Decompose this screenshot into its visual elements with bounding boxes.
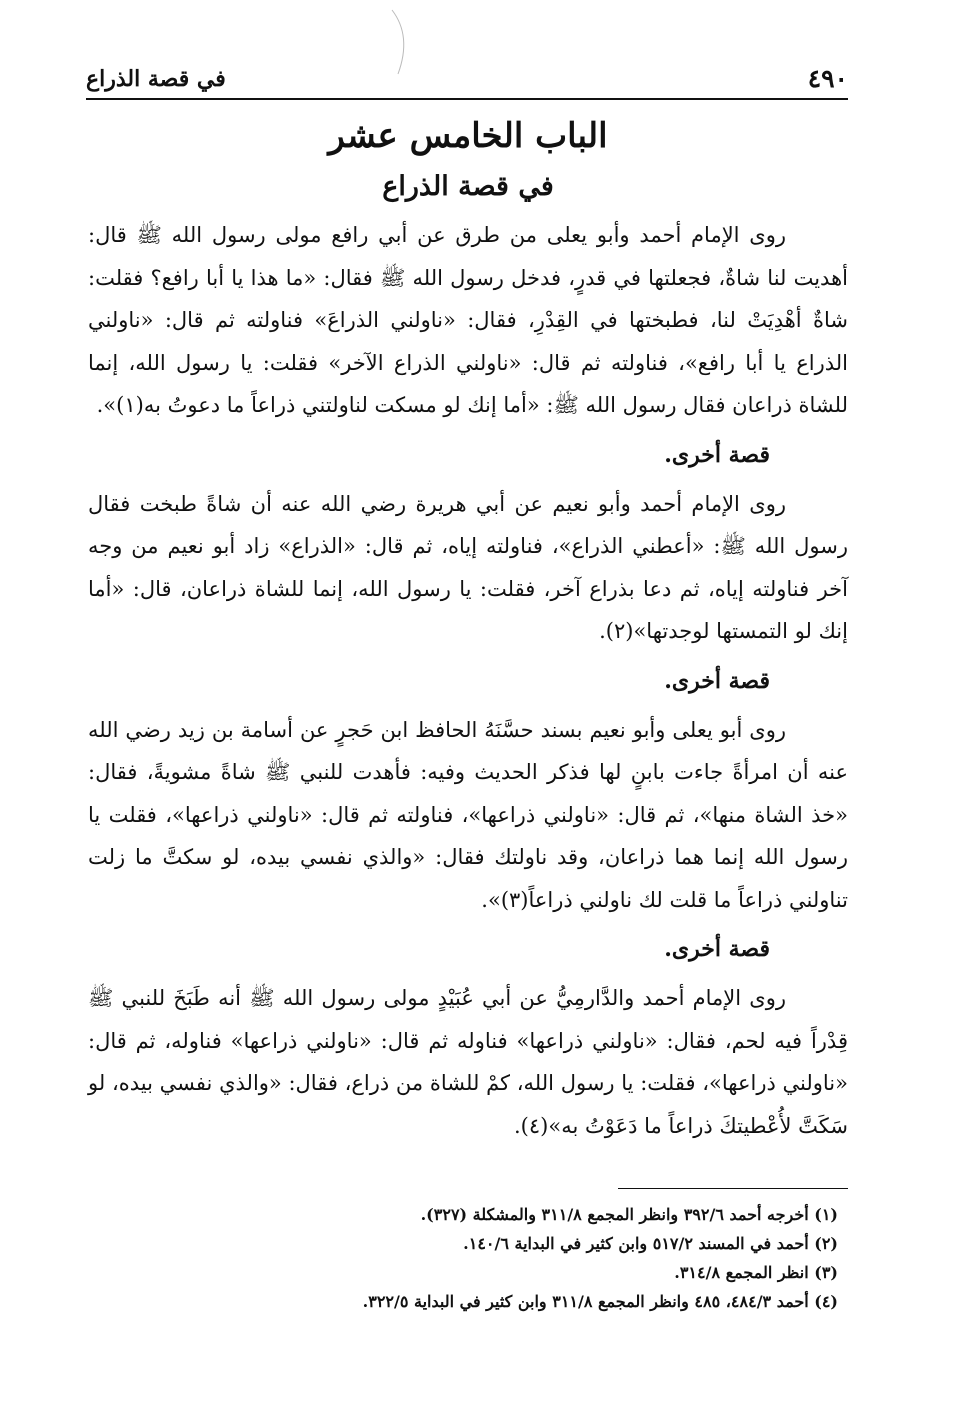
footnote-separator [618, 1188, 848, 1189]
body-paragraph: روى الإمام أحمد والدَّارمِيُّ عن أبي عُبَيْدٍ مولى رسول الله ﷺ أنه طَبَخَ للنبي ﷺ قِدْراً فيه لحم، فقال: «ناولني ذراعها» فناوله ثم قال: «ناولني ذراعها» فناوله، ثم قال: «ناولني ذراعها»، فقلت: يا رسول الله، كمْ للشاة من ذراع، فقال: «والذي نفسي بيده، لو سَكَتَّ لأُعْطيتكَ ذراعاً ما دَعَوْتُ به»(٤). [88, 986, 848, 1138]
footnote: (٤) أحمد ٤٨٤/٣، ٤٨٥ وانظر المجمع ٣١١/٨ وابن كثير في البداية ٣٢٢/٥. [362, 1292, 838, 1311]
chapter-title: الباب الخامس عشر [328, 116, 608, 156]
body-paragraph: روى أبو يعلى وأبو نعيم بسند حسَّنَهُ الحافظ ابن حَجرٍ عن أسامة بن زيد رضي الله عنه أن امرأةً جاءت بابنٍ لها فذكر الحديث وفيه: فأهدت للنبي ﷺ شاةً مشويةً، فقال: «خذ الشاة منها»، ثم قال: «ناولني ذراعها»، فناولته ثم قال: «ناولني ذراعها»، فقلت يا رسول الله إنما هما ذراعان، وقد ناولتك فقال: «والذي نفسي بيده، لو سكتَّ ما زلت تناولني ذراعاً ما قلت لك ناولني ذراعاً(٣)». [88, 717, 848, 912]
section-heading: قصة أخرى. [664, 441, 770, 468]
footnote: (٢) أحمد في المسند ٥١٧/٢ وابن كثير في البداية ١٤٠/٦. [463, 1234, 838, 1253]
section-heading: قصة أخرى. [664, 936, 770, 962]
page-number: ٤٩٠ [807, 64, 848, 93]
body-paragraph: روى الإمام أحمد وأبو نعيم عن أبي هريرة رضي الله عنه أن شاةً طبخت فقال رسول الله ﷺ: «أعطني الذراع»، فناولته إياه، ثم قال: «الذراع» زاد أبو نعيم من وجه آخر فناولته إياه، ثم دعا بذراع آخر، فقلت: يا رسول الله، إنما للشاة ذراعان، قال: «أما إنك لو التمستها لوجدتها»(٢). [88, 491, 848, 643]
footnote: (٣) انظر المجمع ٣١٤/٨. [674, 1263, 838, 1282]
section-heading: قصة أخرى. [664, 667, 770, 694]
footnote: (١) أخرجه أحمد ٣٩٢/٦ وانظر المجمع ٣١١/٨ والمشكلة (٣٢٧). [420, 1205, 838, 1224]
chapter-subtitle: في قصة الذراع [382, 171, 554, 202]
running-title: في قصة الذراع [86, 66, 226, 92]
body-paragraph: روى الإمام أحمد وأبو يعلى من طرق عن أبي رافع مولى رسول الله ﷺ قال: أهديت لنا شاةٌ، فجعلتها في قدرٍ، فدخل رسول الله ﷺ فقال: «ما هذا يا أبا رافع؟ فقلت: شاةٌ أهْدِيَتْ لنا، فطبختها في القِدْرِ، فقال: «ناولني الذراعَ» فناولته ثم قال: «ناولني الذراع يا أبا رافع»، فناولته ثم قال: «ناولني الذراع الآخر» فقلت: يا رسول الله، إنما للشاة ذراعان فقال رسول الله ﷺ: «أما إنك لو مسكت لناولتني ذراعاً ما دعوتُ به(١)». [88, 223, 848, 417]
main-content [88, 108, 848, 1147]
page-header [86, 64, 848, 100]
footnotes [88, 1200, 848, 1316]
